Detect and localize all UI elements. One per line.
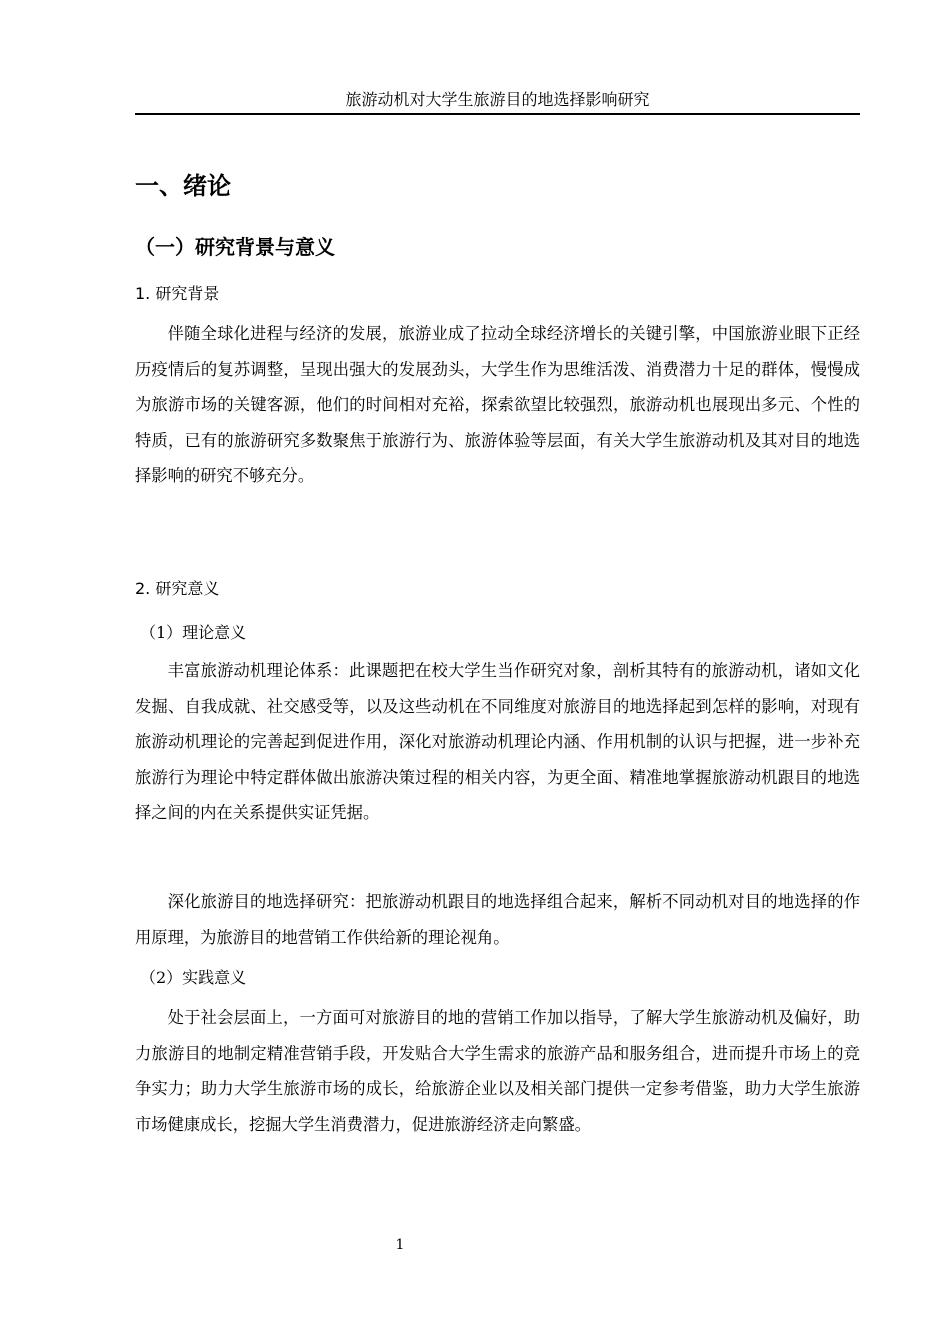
theory-paragraph-1: 丰富旅游动机理论体系：此课题把在校大学生当作研究对象，剖析其特有的旅游动机，诸如文化发掘、自我成就、社交感受等，以及这些动机在不同维度对旅游目的地选择起到怎样的影响，对现有旅游动机理论的完善起到促进作用，深化对旅游动机理论内涵、作用机制的认识与把握，进一步补充旅游行为理论中特定群体做出旅游决策过程的相关内容，为更全面、精准地掌握旅游动机跟目的地选择之间的内在关系提供实证凭据。 xyxy=(135,661,860,822)
background-heading: 1. 研究背景 xyxy=(135,284,220,303)
page-number: 1 xyxy=(395,1237,405,1253)
running-header: 旅游动机对大学生旅游目的地选择影响研究 xyxy=(345,90,650,109)
significance-heading: 2. 研究意义 xyxy=(135,579,220,598)
section-title: （一）研究背景与意义 xyxy=(135,235,335,259)
background-paragraph: 伴随全球化进程与经济的发展，旅游业成了拉动全球经济增长的关键引擎，中国旅游业眼下正经历疫情后的复苏调整，呈现出强大的发展劲头，大学生作为思维活泼、消费潜力十足的群体，慢慢成为旅游市场的关键客源，他们的时间相对充裕，探索欲望比较强烈，旅游动机也展现出多元、个性的特质，已有的旅游研究多数聚焦于旅游行为、旅游体验等层面，有关大学生旅游动机及其对目的地选择影响的研究不够充分。 xyxy=(135,324,860,485)
header-rule xyxy=(135,113,860,115)
practice-heading: （2）实践意义 xyxy=(140,968,247,987)
chapter-title: 一、绪论 xyxy=(135,172,231,200)
practice-paragraph: 处于社会层面上，一方面可对旅游目的地的营销工作加以指导，了解大学生旅游动机及偏好，助力旅游目的地制定精准营销手段，开发贴合大学生需求的旅游产品和服务组合，进而提升市场上的竞争实力；助力大学生旅游市场的成长，给旅游企业以及相关部门提供一定参考借鉴，助力大学生旅游市场健康成长，挖掘大学生消费潜力，促进旅游经济走向繁盛。 xyxy=(135,1008,860,1134)
theory-paragraph-2: 深化旅游目的地选择研究：把旅游动机跟目的地选择组合起来，解析不同动机对目的地选择的作用原理，为旅游目的地营销工作供给新的理论视角。 xyxy=(135,892,860,947)
theory-heading: （1）理论意义 xyxy=(140,623,247,642)
